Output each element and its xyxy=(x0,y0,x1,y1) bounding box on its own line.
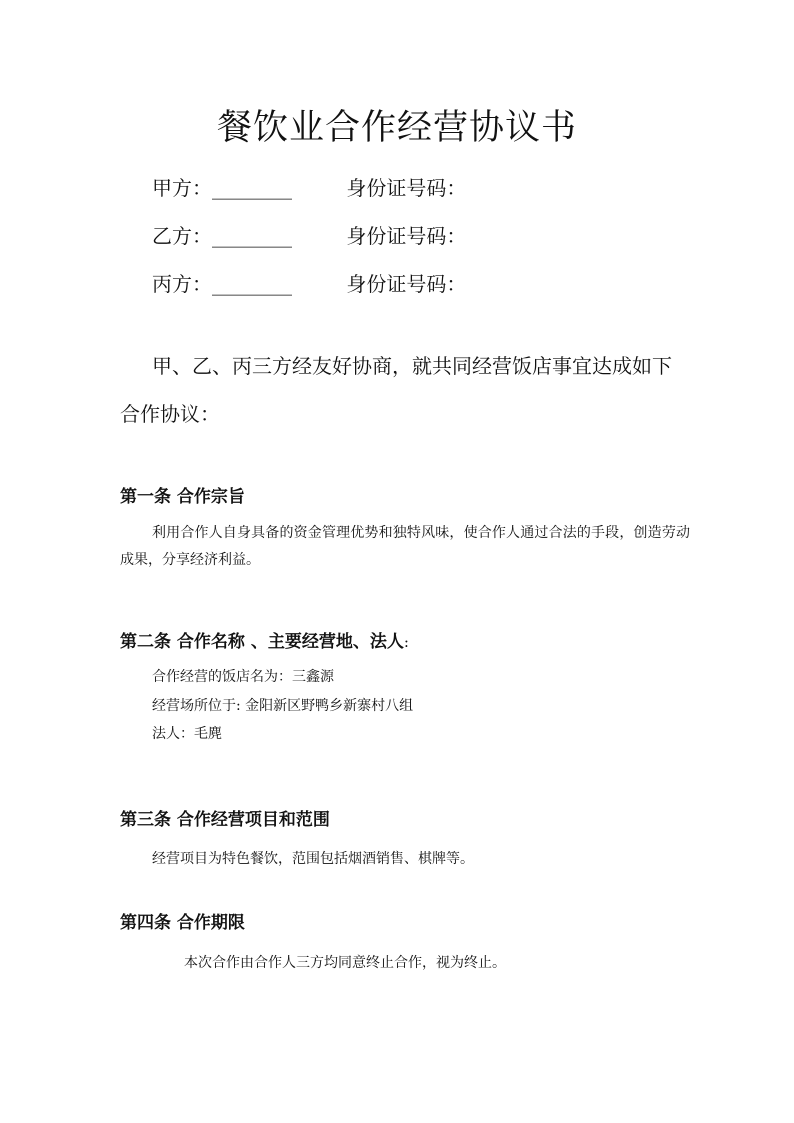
article-3-heading: 第三条 合作经营项目和范围 xyxy=(120,810,330,830)
article-2-line-3: 法人：毛麂 xyxy=(152,726,222,742)
article-2-heading-text: 第二条 合作名称 、主要经营地、法人 xyxy=(120,632,404,652)
party-row-a xyxy=(152,174,466,202)
party-c-id-label: 身份证号码： xyxy=(346,272,467,296)
party-a-id-label: 身份证号码： xyxy=(346,176,467,200)
article-2-line-2: 经营场所位于: 金阳新区野鸭乡新寨村八组 xyxy=(152,698,414,714)
article-2-heading xyxy=(120,630,409,654)
article-1-heading: 第一条 合作宗旨 xyxy=(120,487,245,507)
party-a-label: 甲方：________ xyxy=(152,176,292,200)
party-row-c xyxy=(152,270,466,298)
party-c-label: 丙方：________ xyxy=(152,272,292,296)
article-3-line-1: 经营项目为特色餐饮，范围包括烟酒销售、棋牌等。 xyxy=(152,851,474,867)
party-b-id-label: 身份证号码： xyxy=(346,224,467,248)
document-title: 餐饮业合作经营协议书 xyxy=(216,108,577,148)
article-2-heading-suffix: : xyxy=(403,633,409,651)
article-4-heading: 第四条 合作期限 xyxy=(120,913,245,933)
party-row-b xyxy=(152,222,466,250)
article-2-line-1: 合作经营的饭店名为：三鑫源 xyxy=(152,669,334,685)
intro-paragraph: 甲、乙、丙三方经友好协商，就共同经营饭店事宜达成如下合作协议： xyxy=(120,354,672,426)
article-4-line-1: 本次合作由合作人三方均同意终止合作，视为终止。 xyxy=(184,955,506,971)
party-b-label: 乙方：________ xyxy=(152,224,292,248)
article-1-paragraph: 利用合作人自身具备的资金管理优势和独特风味，使合作人通过合法的手段，创造劳动成果，分享经济利益。 xyxy=(120,525,690,568)
